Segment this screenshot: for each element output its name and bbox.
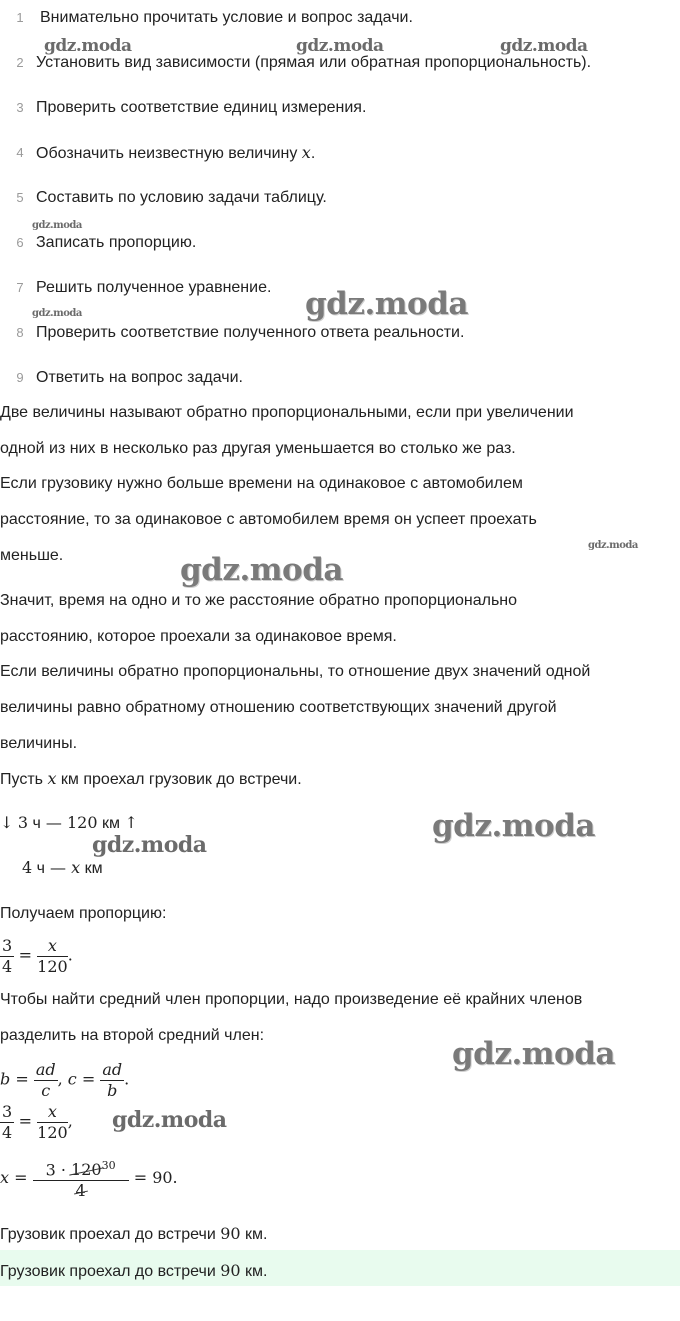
watermark: gdz.moda — [180, 552, 343, 588]
list-item — [0, 6, 680, 30]
fraction: $\frac{3}{4}$ — [2, 936, 13, 976]
paragraph-line: Чтобы найти средний член пропорции, надо произведение её крайних членов — [0, 991, 583, 1008]
step-number: 5 — [16, 190, 24, 205]
step-text: Установить вид зависимости (прямая или обратная пропорциональность). — [36, 54, 592, 71]
watermark: gdz.moda — [432, 808, 595, 844]
list-item — [0, 321, 680, 345]
step-number: 7 — [16, 280, 24, 295]
final-answer: Грузовик проехал до встречи 90 км. — [0, 1261, 268, 1280]
fraction: $\frac{x}{120}$ — [37, 936, 68, 976]
step-number: 8 — [16, 325, 24, 340]
equation: $\frac{3}{4}$ = $\frac{x}{120}$ , — [2, 1102, 73, 1142]
paragraph-line: величины. — [0, 735, 78, 752]
watermark: gdz.moda — [296, 36, 384, 56]
fraction: $\frac{ad}{c}$ — [35, 1060, 56, 1100]
paragraph-line: Получаем пропорцию: — [0, 905, 167, 922]
fraction: $\frac{x}{120}$ — [37, 1102, 68, 1142]
watermark: gdz.moda — [305, 286, 468, 322]
paragraph-line: расстояние, то за одинаковое с автомобилем время он успеет проехать — [0, 511, 537, 528]
watermark: gdz.moda — [92, 832, 207, 858]
step-text: Проверить соответствие полученного ответа реальности. — [36, 324, 465, 341]
watermark: gdz.moda — [588, 540, 638, 551]
equation: x = $\frac{3 \cdot 120^{30}}{4}$ = 90. — [0, 1156, 680, 1202]
paragraph-line: величины равно обратному отношению соответствующих значений другой — [0, 699, 557, 716]
step-number: 3 — [16, 100, 24, 115]
step-text: Проверить соответствие единиц измерения. — [36, 99, 367, 116]
step-number: 6 — [16, 235, 24, 250]
step-text: Решить полученное уравнение. — [36, 279, 272, 296]
equation: b = $\frac{ad}{c}$ , c = $\frac{ad}{b}$ . — [0, 1060, 130, 1100]
watermark: gdz.moda — [44, 36, 132, 56]
step-text: Ответить на вопрос задачи. — [36, 369, 243, 386]
step-number: 2 — [16, 55, 24, 70]
paragraph-line: Две величины называют обратно пропорциональными, если при увеличении — [0, 404, 574, 421]
list-item — [0, 276, 680, 300]
answer-line: Грузовик проехал до встречи 90 км. — [0, 1224, 268, 1243]
watermark: gdz.moda — [500, 36, 588, 56]
list-item — [0, 51, 680, 75]
paragraph-line: разделить на второй средний член: — [0, 1027, 265, 1044]
step-text: Внимательно прочитать условие и вопрос задачи. — [40, 9, 413, 26]
list-item — [0, 186, 680, 210]
paragraph-line: Значит, время на одно и то же расстояние обратно пропорционально — [0, 592, 518, 609]
step-number: 4 — [16, 145, 24, 160]
table-row: 4 ч — x км — [22, 858, 103, 877]
table-row: ↓ 3 ч — 120 км ↑ — [0, 813, 138, 832]
paragraph-line: расстоянию, которое проехали за одинаковое время. — [0, 628, 397, 645]
fraction: $\frac{3}{4}$ — [2, 1102, 13, 1142]
list-item — [0, 231, 680, 255]
watermark: gdz.moda — [452, 1036, 615, 1072]
paragraph-line: меньше. — [0, 547, 64, 564]
fraction: $\frac{ad}{b}$ — [102, 1060, 123, 1100]
watermark: gdz.moda — [32, 220, 82, 231]
watermark: gdz.moda — [32, 308, 82, 319]
fraction: $\frac{3 \cdot 120^{30}}{4}$ — [33, 1156, 129, 1201]
paragraph-line: одной из них в несколько раз другая уменьшается во столько же раз. — [0, 440, 516, 457]
list-item — [0, 366, 680, 390]
paragraph-line: Пусть x км проехал грузовик до встречи. — [0, 769, 302, 788]
step-number: 1 — [16, 10, 24, 25]
step-text: Обозначить неизвестную величину x. — [36, 143, 316, 162]
list-item — [0, 141, 680, 165]
paragraph-line: Если величины обратно пропорциональны, то отношение двух значений одной — [0, 663, 591, 680]
paragraph-line: Если грузовику нужно больше времени на одинаковое с автомобилем — [0, 475, 523, 492]
step-text: Составить по условию задачи таблицу. — [36, 189, 327, 206]
step-number: 9 — [16, 370, 24, 385]
watermark: gdz.moda — [112, 1107, 227, 1133]
equation: $\frac{3}{4}$ = $\frac{x}{120}$ . — [2, 936, 73, 976]
step-text: Записать пропорцию. — [36, 234, 197, 251]
list-item — [0, 96, 680, 120]
